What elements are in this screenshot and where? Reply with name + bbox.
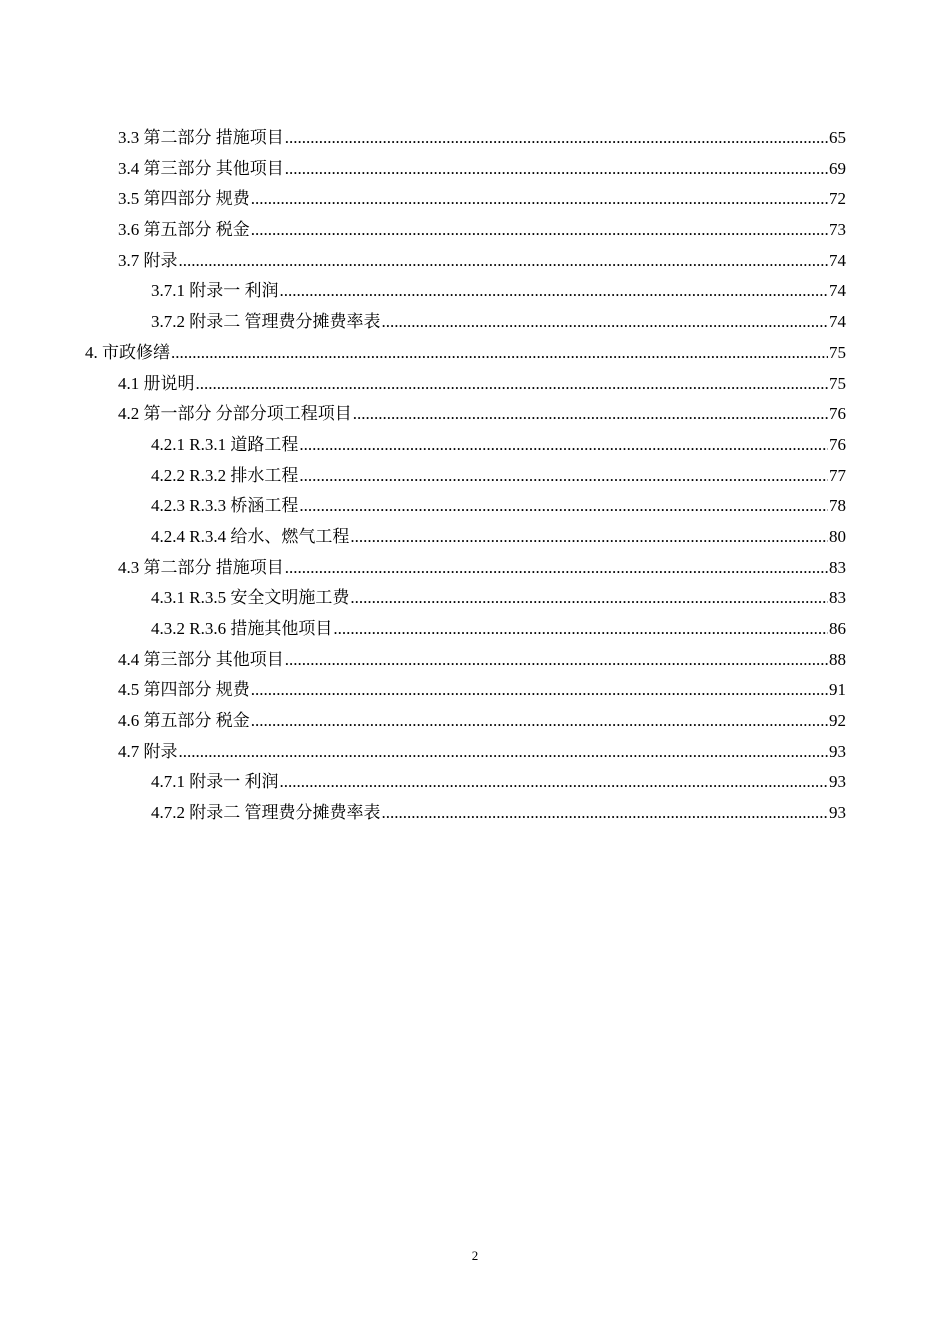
toc-entry-page: 88: [829, 649, 846, 669]
toc-entry-title: 4.7.2 附录二 管理费分摊费率表: [151, 803, 381, 823]
toc-entry-page: 73: [829, 220, 846, 240]
toc-entry-page: 69: [829, 158, 846, 178]
toc-entry-page: 92: [829, 711, 846, 731]
toc-entry[interactable]: [0, 276, 950, 307]
toc-entry[interactable]: [0, 675, 950, 706]
toc-entry-page: 78: [829, 496, 846, 516]
toc-entry-title: 4.3.1 R.3.5 安全文明施工费: [151, 588, 350, 608]
toc-entry-title: 4. 市政修缮: [85, 342, 170, 362]
toc-entry-title: 3.5 第四部分 规费: [118, 189, 250, 209]
toc-dot-leader: [350, 583, 828, 614]
toc-entry-page: 75: [829, 373, 846, 393]
page-number: 2: [471, 1248, 479, 1263]
toc-dot-leader: [299, 461, 828, 492]
toc-entry-title: 4.3 第二部分 措施项目: [118, 557, 284, 577]
toc-entry[interactable]: [0, 246, 950, 277]
toc-entry[interactable]: [0, 215, 950, 246]
toc-dot-leader: [285, 123, 828, 154]
toc-entry[interactable]: [0, 399, 950, 430]
toc-entry-page: 91: [829, 680, 846, 700]
toc-dot-leader: [179, 737, 829, 768]
toc-dot-leader: [299, 430, 828, 461]
toc-entry-title: 4.6 第五部分 税金: [118, 711, 250, 731]
toc-entry-page: 65: [829, 128, 846, 147]
toc-entry-title: 4.2.1 R.3.1 道路工程: [151, 434, 299, 454]
toc-entry-page: 74: [829, 281, 846, 301]
toc-dot-leader: [251, 675, 828, 706]
table-of-contents: [0, 123, 950, 829]
toc-entry-page: 93: [829, 772, 846, 792]
toc-entry-page: 75: [829, 342, 846, 362]
toc-entry[interactable]: [0, 491, 950, 522]
toc-dot-leader: [333, 614, 828, 645]
toc-entry-title: 4.5 第四部分 规费: [118, 680, 250, 700]
toc-dot-leader: [285, 154, 828, 185]
toc-entry[interactable]: [0, 583, 950, 614]
toc-entry-page: 72: [829, 189, 846, 209]
toc-entry-page: 74: [829, 312, 846, 332]
toc-entry-page: 93: [829, 741, 846, 761]
toc-entry-page: 76: [829, 404, 846, 424]
toc-dot-leader: [350, 522, 828, 553]
toc-entry[interactable]: [0, 522, 950, 553]
toc-entry-page: 80: [829, 526, 846, 546]
toc-entry[interactable]: [0, 706, 950, 737]
toc-entry-title: 4.2 第一部分 分部分项工程项目: [118, 404, 352, 424]
toc-dot-leader: [280, 276, 829, 307]
toc-entry[interactable]: [0, 553, 950, 584]
toc-dot-leader: [251, 215, 828, 246]
toc-dot-leader: [280, 767, 829, 798]
toc-entry[interactable]: [0, 369, 950, 400]
toc-entry-page: 83: [829, 557, 846, 577]
toc-entry[interactable]: [0, 767, 950, 798]
toc-entry-title: 4.2.2 R.3.2 排水工程: [151, 465, 299, 485]
toc-entry-page: 93: [829, 803, 846, 823]
toc-entry[interactable]: [0, 307, 950, 338]
toc-dot-leader: [285, 645, 828, 676]
toc-entry[interactable]: [0, 798, 950, 829]
toc-dot-leader: [251, 706, 828, 737]
toc-dot-leader: [285, 553, 828, 584]
toc-entry[interactable]: [0, 614, 950, 645]
toc-dot-leader: [196, 369, 829, 400]
toc-entry[interactable]: [0, 154, 950, 185]
toc-dot-leader: [353, 399, 828, 430]
toc-entry[interactable]: [0, 338, 950, 369]
toc-entry-title: 3.7.2 附录二 管理费分摊费率表: [151, 312, 381, 332]
toc-entry-title: 4.7.1 附录一 利润: [151, 772, 279, 792]
toc-entry[interactable]: [0, 430, 950, 461]
toc-entry[interactable]: [0, 123, 950, 154]
toc-dot-leader: [382, 307, 829, 338]
toc-dot-leader: [299, 491, 828, 522]
toc-entry-page: 77: [829, 465, 846, 485]
toc-entry-title: 3.7 附录: [118, 250, 178, 270]
toc-entry-title: 4.1 册说明: [118, 373, 195, 393]
toc-entry-title: 4.3.2 R.3.6 措施其他项目: [151, 619, 333, 638]
toc-dot-leader: [382, 798, 829, 829]
toc-entry-title: 4.2.3 R.3.3 桥涵工程: [151, 496, 299, 516]
toc-entry-page: 76: [829, 434, 846, 454]
toc-entry-page: 83: [829, 588, 846, 608]
toc-entry-title: 3.4 第三部分 其他项目: [118, 158, 284, 178]
toc-entry-title: 4.4 第三部分 其他项目: [118, 649, 284, 669]
toc-dot-leader: [251, 184, 828, 215]
toc-entry[interactable]: [0, 461, 950, 492]
toc-entry[interactable]: [0, 645, 950, 676]
toc-entry-title: 3.6 第五部分 税金: [118, 220, 250, 240]
toc-entry[interactable]: [0, 184, 950, 215]
toc-dot-leader: [171, 338, 828, 369]
toc-dot-leader: [179, 246, 829, 277]
toc-entry-page: 74: [829, 250, 846, 270]
toc-entry[interactable]: [0, 737, 950, 768]
toc-entry-title: 4.2.4 R.3.4 给水、燃气工程: [151, 526, 350, 546]
toc-entry-page: 86: [829, 619, 846, 638]
toc-entry-title: 3.7.1 附录一 利润: [151, 281, 279, 301]
toc-entry-title: 4.7 附录: [118, 741, 178, 761]
toc-entry-title: 3.3 第二部分 措施项目: [118, 128, 284, 147]
